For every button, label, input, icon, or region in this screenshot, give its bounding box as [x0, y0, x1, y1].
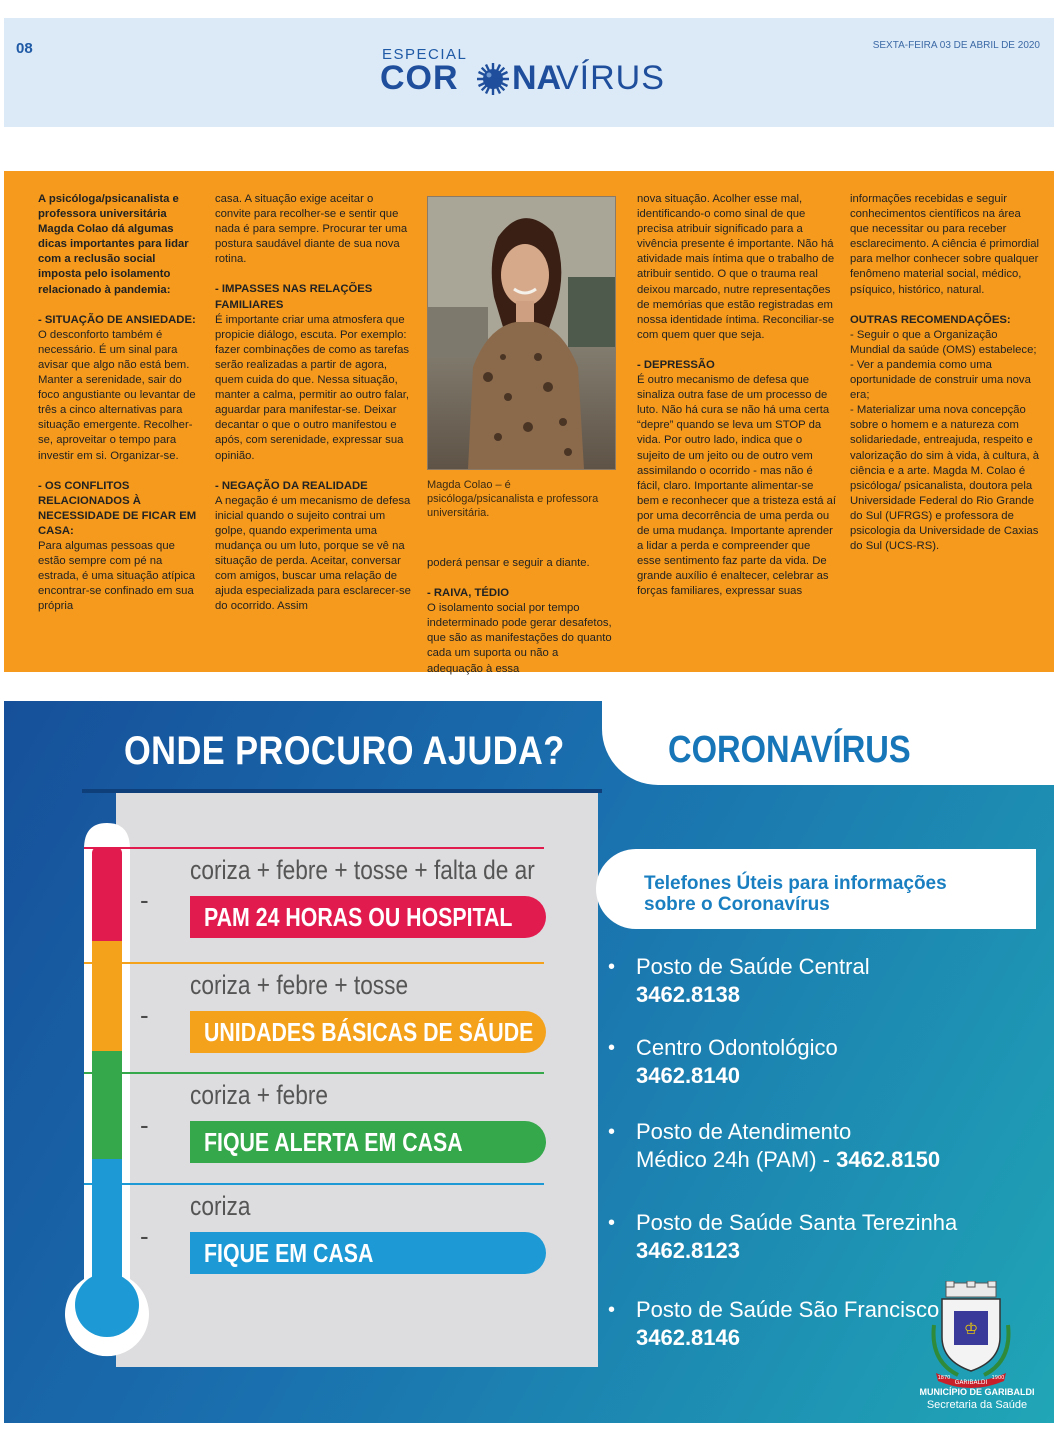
- thermo-green-segment: [92, 1051, 122, 1161]
- symptom-condition: coriza + febre: [190, 1080, 329, 1110]
- recommendation: - Seguir o que a Organização Mundial da saúde (OMS) estabelece;: [850, 328, 1037, 356]
- phone-name: Posto de Atendimento: [636, 1119, 852, 1144]
- paragraph: casa. A situação exige aceitar o convite para recolher-se e sentir que nada é para sempre. Procurar ter uma postura saudável diante de sua nova rotina.: [215, 193, 408, 266]
- bullet-icon: •: [608, 1121, 616, 1143]
- paragraph: poderá pensar e seguir a diante.: [427, 557, 590, 569]
- phone-name: Posto de Saúde Central: [636, 954, 870, 979]
- phone-number: 3462.8146: [636, 1325, 740, 1350]
- action-pill: [190, 896, 546, 938]
- article-column-3: [427, 192, 617, 677]
- article-column-1: [38, 192, 198, 614]
- crest-year-right: 1900: [991, 1375, 1005, 1381]
- svg-text:♔: ♔: [963, 1319, 979, 1338]
- logo-word-cor: COR: [380, 59, 459, 97]
- level-tick: -: [140, 1110, 149, 1140]
- corona-virus-logo: [380, 58, 700, 98]
- portrait-illustration: [428, 197, 615, 469]
- coronavirus-title: CORONAVÍRUS: [668, 729, 911, 771]
- level-separator: [84, 1183, 544, 1185]
- action-pill: [190, 1232, 546, 1274]
- paragraph: A negação é um mecanismo de defesa inicial quando o sujeito contrai um golpe, quando experimenta uma mudança ou um luto, porque se vê na situação de perda. Aceitar, conversar com amigos, buscar uma relação de ajuda especializada para esclarecer-se do ocorrido. Assim: [215, 494, 411, 613]
- virus-icon: [476, 62, 510, 96]
- symptom-condition: coriza + febre + tosse: [190, 970, 409, 1000]
- phones-title-line-2: sobre o Coronavírus: [644, 894, 830, 915]
- column-3-text: [427, 556, 617, 677]
- action-pill: [190, 1011, 546, 1053]
- section-heading: - DEPRESSÃO: [637, 358, 715, 371]
- level-separator: [84, 1072, 544, 1074]
- logo-especial: ESPECIAL: [382, 46, 468, 63]
- municipality-name: MUNICÍPIO DE GARIBALDI: [919, 1387, 1035, 1397]
- recommendation: - Materializar uma nova concepção sobre o homem e a natureza com solidariedade, entreajuda, respeito e valorização do sim à vida, à cultura, à ciência e a arte. Magda M. Colao é psicóloga/ psicanalista, doutora pela Universidade Federal do Rio Grande do Sul (UFRGS) e professora de psicologia da Universidade de Caxias do Sul (UCS-RS).: [850, 404, 1040, 553]
- action-label: FIQUE EM CASA: [204, 1238, 374, 1268]
- municipal-crest-icon: [928, 1281, 1014, 1391]
- section-heading: - SITUAÇÃO DE ANSIEDADE:: [38, 313, 196, 326]
- phone-name: Centro Odontológico: [636, 1035, 838, 1060]
- level-tick: -: [140, 885, 149, 915]
- thermo-blue-segment: [92, 1159, 122, 1289]
- intro-paragraph: A psicóloga/psicanalista e professora universitária Magda Colao dá algumas dicas importantes para lidar com a reclusão social imposta pelo isolamento relacionado à pandemia:: [38, 193, 189, 296]
- paragraph: informações recebidas e seguir conhecimentos científicos na área que necessitar ou para receber esclarecimento. A ciência é primordial para melhor conhecer sobre qualquer fenômeno material social, médico, psíquico, histórico, natural.: [850, 193, 1039, 296]
- infographic-title: ONDE PROCURO AJUDA?: [124, 729, 565, 773]
- level-tick: -: [140, 1221, 149, 1251]
- thermo-red-segment: [92, 847, 122, 955]
- section-heading: OUTRAS RECOMENDAÇÕES:: [850, 313, 1011, 326]
- bullet-icon: •: [608, 956, 616, 978]
- level-separator: [84, 847, 544, 849]
- department-name: Secretaria da Saúde: [926, 1399, 1028, 1411]
- action-pill: [190, 1121, 546, 1163]
- action-label: UNIDADES BÁSICAS DE SÁUDE: [204, 1017, 534, 1047]
- thermo-bulb: [75, 1273, 139, 1337]
- symptom-condition: coriza: [190, 1191, 251, 1221]
- bullet-icon: •: [608, 1299, 616, 1321]
- page-number: 08: [16, 40, 33, 57]
- phones-title: [644, 873, 947, 915]
- paragraph: nova situação. Acolher esse mal, identificando-o como sinal de que precisa atribuir significado para a vivência presente é importante. Não há atividade mais íntima que o trabalho de atribuir sentido. O que o trauma real deixou marcado, nutre representações de memórias que estão registradas em nossa identidade íntima. Reconciliar-se com quem quer que seja.: [637, 193, 835, 341]
- phone-number: 3462.8150: [836, 1147, 941, 1172]
- paragraph: O desconforto também é necessário. É um sinal para avisar que algo não está bem. Manter a serenidade, sair do foco angustiante ou levantar de três a cinco alternativas para situação emergente. Recolher-se, aproveitar o tempo para investir em si. Organizar-se.: [38, 328, 196, 462]
- logo-word-virus: VÍRUS: [556, 59, 665, 97]
- phone-number: 3462.8138: [636, 982, 740, 1007]
- recommendation: - Ver a pandemia como uma oportunidade de construir uma nova era;: [850, 358, 1031, 402]
- portrait-photo: [427, 196, 616, 470]
- article-column-2: [215, 192, 411, 614]
- paragraph: O isolamento social por tempo indeterminado pode gerar desafetos, que são as manifestações do quanto cada um suporta ou não a adequação à essa: [427, 602, 612, 675]
- thermometer-icon: [62, 819, 152, 1379]
- symptom-condition: coriza + febre + tosse + falta de ar: [190, 855, 535, 885]
- section-heading: - NEGAÇÃO DA REALIDADE: [215, 479, 368, 492]
- crest-year-left: 1870: [937, 1375, 951, 1381]
- article-column-5: [850, 192, 1040, 554]
- level-separator: [84, 962, 544, 964]
- phone-number: 3462.8123: [636, 1238, 740, 1263]
- phones-title-line-1: Telefones Úteis para informações: [644, 873, 947, 894]
- section-heading: - RAIVA, TÉDIO: [427, 587, 510, 600]
- photo-caption: Magda Colao – é psicóloga/psicanalista e professora universitária.: [427, 479, 599, 519]
- bullet-icon: •: [608, 1212, 616, 1234]
- section-heading: - IMPASSES NAS RELAÇÕES FAMILIARES: [215, 283, 373, 311]
- crest-banner-text: GARIBALDI: [954, 1379, 988, 1386]
- phone-name: Posto de Saúde Santa Terezinha: [636, 1210, 958, 1235]
- paragraph: É outro mecanismo de defesa que sinaliza outra fase de um processo de luto. Não há cura se não há uma certa “depre” quando se leva um STOP da vida. Por outro lado, indica que o sujeito de um jeito ou de outro vem assimilando o ocorrido - mas não é fácil, claro. Importante alimentar-se bem e reconhecer que a tristeza está aí por uma decorrência de uma perda ou de uma mudança. Importante aprender a lidar a perda e compreender que esse sentimento faz parte da vida. De grande auxílio é enaltecer, celebrar as forças familiares, expressar suas: [637, 374, 837, 598]
- bullet-icon: •: [608, 1037, 616, 1059]
- level-tick: -: [140, 1000, 149, 1030]
- phone-name-cont: Médico 24h (PAM) -: [636, 1147, 837, 1172]
- paragraph: Para algumas pessoas que estão sempre com pé na estrada, é uma situação atípica encontrar-se confinado em sua própria: [38, 539, 195, 613]
- action-label: FIQUE ALERTA EM CASA: [204, 1127, 463, 1157]
- section-heading: - OS CONFLITOS RELACIONADOS À NECESSIDADE DE FICAR EM CASA:: [38, 479, 197, 537]
- paragraph: É importante criar uma atmosfera que propicie diálogo, escuta. Por exemplo: fazer combinações de como as tarefas serão realizadas a partir de agora, quem cuida do que. Nessa situação, manter a calma, permitir ao outro falar, aguardar para manifestar-se. Deixar decantar o que o outro manifestou e após, com serenidade, expressar sua opinião.: [215, 313, 410, 462]
- action-label: PAM 24 HORAS OU HOSPITAL: [204, 902, 513, 932]
- article-section: [4, 171, 1054, 675]
- logo-word-na: NA: [512, 59, 562, 97]
- help-infographic: [4, 701, 1054, 1423]
- phone-name: Posto de Saúde São Francisco: [636, 1297, 940, 1322]
- article-column-4: [637, 192, 837, 599]
- phone-number: 3462.8140: [636, 1063, 740, 1088]
- dateline: SEXTA-FEIRA 03 DE ABRIL DE 2020: [872, 40, 1040, 51]
- thermo-orange-segment: [92, 941, 122, 1053]
